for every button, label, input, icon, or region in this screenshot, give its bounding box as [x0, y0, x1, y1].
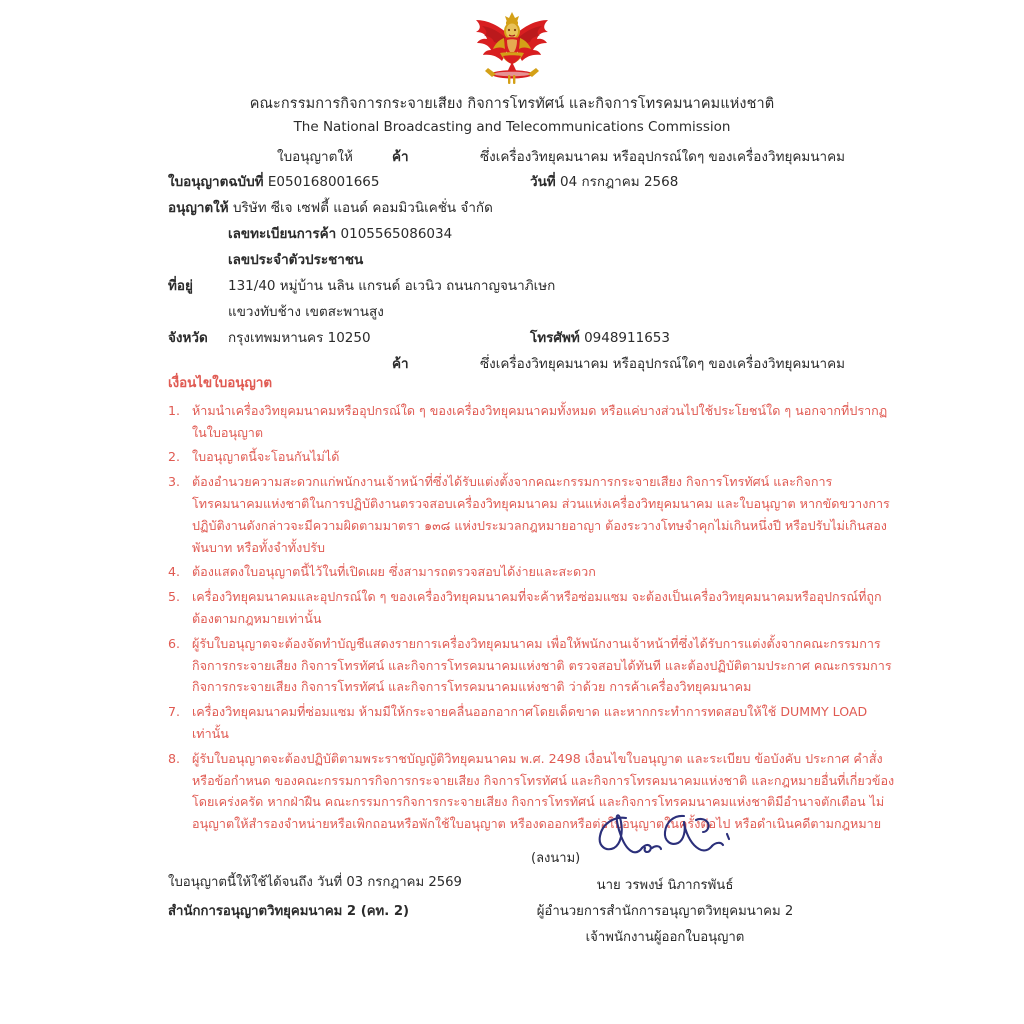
- condition-text: ผู้รับใบอนุญาตจะต้องปฏิบัติตามพระราชบัญญัติวิทยุคมนาคม พ.ศ. 2498 เงื่อนไขใบอนุญาต และระเบียบ ข้อบังคับ ประกาศ คำสั่ง หรือข้อกำหนด ของคณะกรรมการกิจการกระจายเสียง กิจการโทรทัศน์ และกิจการโทรคมนาคมแห่งชาติ และกฎหมายอื่นที่เกี่ยวข้องโดยเคร่งครัด หากฝ่าฝืน คณะกรรมการกิจการกระจายเสียง กิจการโทรทัศน์ และกิจการโทรคมนาคมแห่งชาติมีอำนาจตักเตือน ไม่อนุญาตให้สำรองจำหน่ายหรือเพิกถอนหรือพักใช้ใบอนุญาต หรืองดออกหรือต่อใบอนุญาตในครั้งต่อไป หรือดำเนินคดีตามกฎหมาย: [192, 750, 895, 832]
- address-row-1: [0, 274, 1024, 300]
- province-phone-row: [0, 326, 1024, 352]
- condition-text: ต้องอำนวยความสะดวกแก่พนักงานเจ้าหน้าที่ซึ่งได้รับแต่งตั้งจากคณะกรรมการกระจายเสียง กิจการโทรทัศน์ และกิจการโทรคมนาคมแห่งชาติในการปฏิบัติงานตรวจสอบเครื่องวิทยุคมนาคม ส่วนแห่งเครื่องวิทยุคมนาคม และใบอนุญาต หากขัดขวางการปฏิบัติงานดังกล่าวจะมีความผิดตามมาตรา ๑๓๘ แห่งประมวลกฎหมายอาญา ต้องระวางโทษจำคุกไม่เกินหนึ่งปี หรือปรับไม่เกินสองพันบาท หรือทั้งจำทั้งปรับ: [192, 474, 890, 555]
- license-activity-secondary: ค้า: [392, 356, 409, 372]
- condition-number: 8.: [168, 750, 181, 766]
- condition-number: 3.: [168, 474, 181, 490]
- condition-item: [168, 471, 898, 558]
- footer-left: [168, 871, 462, 921]
- condition-number: 7.: [168, 704, 181, 720]
- header-title-thai: คณะกรรมการกิจการกระจายเสียง กิจการโทรทัศน์ และกิจการโทรคมนาคมแห่งชาติ: [249, 96, 775, 112]
- condition-item: [168, 586, 898, 630]
- condition-number: 4.: [168, 564, 181, 580]
- conditions-list: [168, 400, 898, 835]
- address-label: ที่อยู่: [168, 278, 193, 294]
- condition-text: เครื่องวิทยุคมนาคมที่ซ่อมแซม ห้ามมีให้กระจายคลื่นออกอากาศโดยเด็ดขาด และหากกระทำการทดสอบให้ใช้ DUMMY LOAD เท่านั้น: [192, 704, 868, 741]
- issue-date-group: [530, 170, 678, 192]
- phone-label: โทรศัพท์: [530, 330, 580, 346]
- phone-group: [530, 326, 670, 348]
- license-scope-text: ซึ่งเครื่องวิทยุคมนาคม หรืออุปกรณ์ใดๆ ของเครื่องวิทยุคมนาคม: [480, 149, 846, 165]
- condition-number: 5.: [168, 589, 181, 605]
- condition-item: [168, 400, 898, 444]
- condition-text: ผู้รับใบอนุญาตจะต้องจัดทำบัญชีแสดงรายการเครื่องวิทยุคมนาคม เพื่อให้พนักงานเจ้าหน้าที่ซึ่งได้รับการแต่งตั้งจากคณะกรรมการกิจการกระจายเสียง กิจการโทรทัศน์ และกิจการโทรคมนาคมแห่งชาติ ตรวจสอบได้ทันที และต้องปฏิบัติตามประกาศ คณะกรรมการกิจการกระจายเสียง กิจการโทรทัศน์ และกิจการโทรคมนาคมแห่งชาติ ว่าด้วย การค้าเครื่องวิทยุคมนาคม: [192, 635, 892, 695]
- province-value: กรุงเทพมหานคร 10250: [228, 330, 371, 346]
- condition-number: 2.: [168, 449, 181, 465]
- condition-item: [168, 561, 898, 583]
- issue-date-value: 04 กรกฎาคม 2568: [560, 174, 679, 190]
- signer-title: ผู้อำนวยการสำนักการอนุญาตวิทยุคมนาคม 2: [536, 904, 794, 919]
- signature-ink: [588, 812, 748, 874]
- intro-row: [0, 145, 1024, 165]
- issue-date-label: วันที่: [530, 174, 556, 190]
- condition-item: [168, 446, 898, 468]
- licensee-label: อนุญาตให้: [168, 200, 229, 216]
- license-scope-text-secondary: ซึ่งเครื่องวิทยุคมนาคม หรืออุปกรณ์ใดๆ ของเครื่องวิทยุคมนาคม: [480, 356, 846, 372]
- footer-right: [430, 873, 900, 951]
- condition-number: 6.: [168, 635, 181, 651]
- header-title-english: The National Broadcasting and Telecommunications Commission: [293, 119, 731, 135]
- province-label: จังหวัด: [168, 330, 208, 346]
- phone-value: 0948911653: [584, 330, 670, 346]
- condition-item: [168, 748, 898, 835]
- condition-text: ใบอนุญาตนี้จะโอนกันไม่ได้: [192, 449, 340, 465]
- address-row-2: [0, 300, 1024, 326]
- condition-text: ต้องแสดงใบอนุญาตนี้ไว้ในที่เปิดเผย ซึ่งสามารถตรวจสอบได้ง่ายและสะดวก: [192, 564, 596, 580]
- national-id-row: [0, 248, 1024, 274]
- license-number-group: [168, 170, 380, 192]
- conditions-section: [168, 373, 898, 838]
- trade-registration-label: เลขทะเบียนการค้า: [228, 226, 337, 242]
- conditions-title: เงื่อนไขใบอนุญาต: [168, 376, 273, 391]
- license-number-value: E050168001665: [267, 174, 380, 190]
- trade-registration-value: 0105565086034: [340, 226, 453, 242]
- national-id-label: เลขประจำตัวประชาชน: [228, 252, 364, 268]
- valid-until-text: ใบอนุญาตนี้ให้ใช้ได้จนถึง วันที่ 03 กรกฎาคม 2569: [168, 875, 462, 890]
- issuing-office: สำนักการอนุญาตวิทยุคมนาคม 2 (คท. 2): [168, 904, 410, 919]
- license-number-row: [0, 170, 1024, 196]
- condition-text: ห้ามนำเครื่องวิทยุคมนาคมหรืออุปกรณ์ใด ๆ ของเครื่องวิทยุคมนาคมทั้งหมด หรือแค่บางส่วนไปใช้ประโยชน์ใด ๆ นอกจากที่ปรากฏในใบอนุญาต: [192, 402, 888, 440]
- license-for-label: ใบอนุญาตให้: [277, 149, 353, 165]
- address-line-2: แขวงทับช้าง เขตสะพานสูง: [228, 304, 384, 320]
- signer-role: เจ้าพนักงานผู้ออกใบอนุญาต: [585, 930, 745, 945]
- condition-number: 1.: [168, 402, 181, 418]
- signer-name: นาย วรพงษ์ นิภากรพันธ์: [596, 878, 734, 893]
- condition-text: เครื่องวิทยุคมนาคมและอุปกรณ์ใด ๆ ของเครื่องวิทยุคมนาคมที่จะค้าหรือซ่อมแซม จะต้องเป็นเครื่องวิทยุคมนาคมหรืออุปกรณ์ที่ถูกต้องตามกฎหมายเท่านั้น: [192, 589, 882, 626]
- garuda-emblem: [466, 6, 558, 90]
- trade-registration-row: [0, 222, 1024, 248]
- condition-item: [168, 633, 898, 698]
- licensee-value: บริษัท ซีเจ เซฟตี้ แอนด์ คอมมิวนิเคชั่น จำกัด: [232, 200, 493, 216]
- licensee-group: [168, 196, 493, 218]
- field-block: [0, 170, 1024, 378]
- license-number-label: ใบอนุญาตฉบับที่: [168, 174, 264, 190]
- licensee-row: [0, 196, 1024, 222]
- emblem-container: [0, 6, 1024, 92]
- trade-registration-group: [228, 222, 452, 244]
- condition-item: [168, 701, 898, 745]
- license-activity: ค้า: [392, 149, 409, 165]
- address-line-1: 131/40 หมู่บ้าน นลิน แกรนด์ อเวนิว ถนนกาญจนาภิเษก: [228, 278, 556, 294]
- national-id-group: [228, 248, 363, 270]
- signed-label: (ลงนาม): [531, 851, 581, 866]
